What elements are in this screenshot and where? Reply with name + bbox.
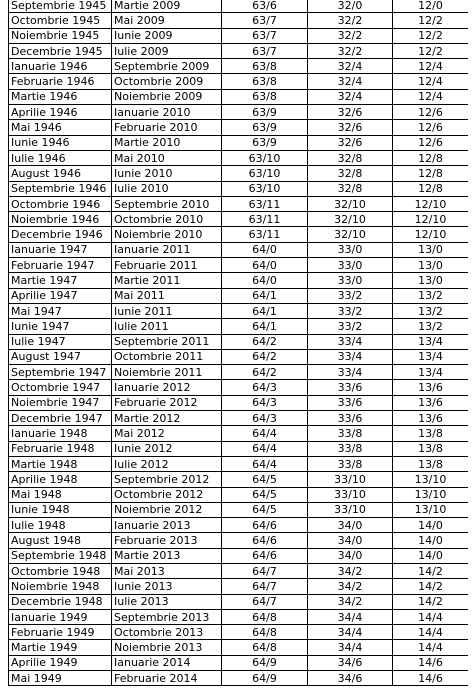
retirement-date-cell: Ianuarie 2013: [112, 518, 222, 533]
retirement-age-cell: 64/1: [222, 319, 308, 334]
retirement-date-cell: Martie 2010: [112, 135, 222, 150]
table-row: [9, 28, 469, 43]
table-row: [9, 349, 469, 364]
retirement-age-cell: 63/9: [222, 135, 308, 150]
table-row: [9, 640, 469, 655]
reduction-cell: 12/8: [393, 166, 469, 181]
contribution-period-cell: 33/2: [308, 319, 393, 334]
birth-date-cell: Septembrie 1947: [9, 365, 112, 380]
birth-date-cell: Ianuarie 1949: [9, 609, 112, 624]
contribution-period-cell: 34/2: [308, 563, 393, 578]
retirement-date-cell: Octombrie 2011: [112, 349, 222, 364]
table-row: [9, 181, 469, 196]
birth-date-cell: Ianuarie 1947: [9, 242, 112, 257]
contribution-period-cell: 32/8: [308, 166, 393, 181]
retirement-age-cell: 64/5: [222, 502, 308, 517]
retirement-age-cell: 63/8: [222, 89, 308, 104]
reduction-cell: 12/4: [393, 74, 469, 89]
contribution-period-cell: 33/0: [308, 273, 393, 288]
retirement-age-cell: 64/8: [222, 640, 308, 655]
retirement-age-cell: 64/5: [222, 487, 308, 502]
table-row: [9, 150, 469, 165]
retirement-date-cell: Februarie 2014: [112, 671, 222, 686]
retirement-date-cell: Septembrie 2012: [112, 472, 222, 487]
birth-date-cell: Martie 1949: [9, 640, 112, 655]
retirement-age-cell: 63/7: [222, 43, 308, 58]
contribution-period-cell: 34/4: [308, 625, 393, 640]
contribution-period-cell: 33/2: [308, 288, 393, 303]
table-row: [9, 487, 469, 502]
retirement-date-cell: Martie 2009: [112, 0, 222, 13]
reduction-cell: 12/6: [393, 135, 469, 150]
table-row: [9, 258, 469, 273]
retirement-age-cell: 63/6: [222, 0, 308, 13]
table-row: [9, 166, 469, 181]
contribution-period-cell: 32/10: [308, 227, 393, 242]
birth-date-cell: Mai 1948: [9, 487, 112, 502]
table-row: [9, 227, 469, 242]
reduction-cell: 12/10: [393, 212, 469, 227]
retirement-date-cell: Iunie 2011: [112, 303, 222, 318]
retirement-age-cell: 64/0: [222, 258, 308, 273]
contribution-period-cell: 34/6: [308, 655, 393, 670]
retirement-age-cell: 64/4: [222, 441, 308, 456]
reduction-cell: 13/2: [393, 288, 469, 303]
birth-date-cell: Martie 1946: [9, 89, 112, 104]
retirement-age-cell: 64/5: [222, 472, 308, 487]
table-row: [9, 212, 469, 227]
retirement-date-cell: Mai 2011: [112, 288, 222, 303]
reduction-cell: 14/2: [393, 563, 469, 578]
birth-date-cell: Februarie 1949: [9, 625, 112, 640]
birth-date-cell: August 1946: [9, 166, 112, 181]
retirement-age-cell: 64/1: [222, 288, 308, 303]
retirement-date-cell: Februarie 2011: [112, 258, 222, 273]
retirement-date-cell: Mai 2009: [112, 13, 222, 28]
birth-date-cell: Iunie 1947: [9, 319, 112, 334]
birth-date-cell: Aprilie 1949: [9, 655, 112, 670]
reduction-cell: 13/4: [393, 334, 469, 349]
retirement-age-cell: 64/6: [222, 518, 308, 533]
contribution-period-cell: 32/2: [308, 13, 393, 28]
reduction-cell: 14/2: [393, 579, 469, 594]
table-row: [9, 655, 469, 670]
table-row: [9, 380, 469, 395]
birth-date-cell: Aprilie 1948: [9, 472, 112, 487]
birth-date-cell: Mai 1946: [9, 120, 112, 135]
table-row: [9, 135, 469, 150]
retirement-date-cell: Noiembrie 2013: [112, 640, 222, 655]
retirement-age-cell: 64/2: [222, 349, 308, 364]
birth-date-cell: Februarie 1948: [9, 441, 112, 456]
table-row: [9, 548, 469, 563]
reduction-cell: 13/0: [393, 258, 469, 273]
contribution-period-cell: 32/8: [308, 181, 393, 196]
contribution-period-cell: 33/10: [308, 472, 393, 487]
contribution-period-cell: 32/4: [308, 59, 393, 74]
reduction-cell: 13/4: [393, 365, 469, 380]
contribution-period-cell: 32/8: [308, 150, 393, 165]
retirement-age-cell: 63/10: [222, 150, 308, 165]
retirement-age-cell: 63/10: [222, 181, 308, 196]
retirement-date-cell: Noiembrie 2010: [112, 227, 222, 242]
reduction-cell: 14/4: [393, 625, 469, 640]
table-row: [9, 303, 469, 318]
retirement-age-cell: 64/7: [222, 579, 308, 594]
retirement-date-cell: Iunie 2013: [112, 579, 222, 594]
retirement-date-cell: Februarie 2010: [112, 120, 222, 135]
table-row: [9, 105, 469, 120]
retirement-date-cell: Mai 2013: [112, 563, 222, 578]
retirement-date-cell: Noiembrie 2012: [112, 502, 222, 517]
table-row: [9, 59, 469, 74]
table-row: [9, 411, 469, 426]
retirement-age-cell: 64/8: [222, 609, 308, 624]
retirement-date-cell: Iunie 2010: [112, 166, 222, 181]
table-row: [9, 319, 469, 334]
retirement-age-cell: 64/1: [222, 303, 308, 318]
reduction-cell: 12/2: [393, 28, 469, 43]
birth-date-cell: Octombrie 1945: [9, 13, 112, 28]
birth-date-cell: Noiembrie 1948: [9, 579, 112, 594]
reduction-cell: 14/6: [393, 655, 469, 670]
table-row: [9, 579, 469, 594]
table-row: [9, 43, 469, 58]
birth-date-cell: Mai 1949: [9, 671, 112, 686]
table-row: [9, 0, 469, 13]
contribution-period-cell: 33/8: [308, 441, 393, 456]
contribution-period-cell: 34/0: [308, 533, 393, 548]
reduction-cell: 13/0: [393, 273, 469, 288]
birth-date-cell: Februarie 1946: [9, 74, 112, 89]
reduction-cell: 13/10: [393, 487, 469, 502]
retirement-date-cell: Noiembrie 2009: [112, 89, 222, 104]
birth-date-cell: Martie 1947: [9, 273, 112, 288]
contribution-period-cell: 34/0: [308, 518, 393, 533]
table-row: [9, 441, 469, 456]
contribution-period-cell: 32/0: [308, 0, 393, 13]
table-row: [9, 671, 469, 686]
retirement-age-cell: 63/11: [222, 227, 308, 242]
contribution-period-cell: 32/2: [308, 43, 393, 58]
retirement-date-cell: Septembrie 2010: [112, 196, 222, 211]
retirement-date-cell: Iulie 2012: [112, 456, 222, 471]
retirement-age-cell: 64/6: [222, 548, 308, 563]
table-row: [9, 13, 469, 28]
retirement-age-cell: 64/2: [222, 365, 308, 380]
contribution-period-cell: 33/6: [308, 380, 393, 395]
contribution-period-cell: 32/2: [308, 28, 393, 43]
retirement-date-cell: Martie 2013: [112, 548, 222, 563]
retirement-date-cell: Octombrie 2012: [112, 487, 222, 502]
table-row: [9, 609, 469, 624]
contribution-period-cell: 33/2: [308, 303, 393, 318]
retirement-date-cell: Ianuarie 2011: [112, 242, 222, 257]
table-row: [9, 334, 469, 349]
birth-date-cell: Iunie 1946: [9, 135, 112, 150]
reduction-cell: 13/2: [393, 319, 469, 334]
reduction-cell: 12/8: [393, 181, 469, 196]
retirement-age-cell: 64/3: [222, 395, 308, 410]
birth-date-cell: Decembrie 1947: [9, 411, 112, 426]
reduction-cell: 12/2: [393, 43, 469, 58]
contribution-period-cell: 33/10: [308, 487, 393, 502]
reduction-cell: 14/0: [393, 548, 469, 563]
birth-date-cell: Aprilie 1946: [9, 105, 112, 120]
birth-date-cell: Decembrie 1948: [9, 594, 112, 609]
retirement-age-cell: 64/6: [222, 533, 308, 548]
retirement-date-cell: Iulie 2009: [112, 43, 222, 58]
reduction-cell: 13/0: [393, 242, 469, 257]
table-row: [9, 273, 469, 288]
retirement-date-cell: Ianuarie 2014: [112, 655, 222, 670]
contribution-period-cell: 33/8: [308, 456, 393, 471]
retirement-age-cell: 63/11: [222, 196, 308, 211]
retirement-age-cell: 63/10: [222, 166, 308, 181]
contribution-period-cell: 32/6: [308, 105, 393, 120]
retirement-date-cell: Mai 2010: [112, 150, 222, 165]
retirement-date-cell: Octombrie 2009: [112, 74, 222, 89]
retirement-date-cell: Ianuarie 2010: [112, 105, 222, 120]
birth-date-cell: Octombrie 1948: [9, 563, 112, 578]
table-row: [9, 242, 469, 257]
table-row: [9, 472, 469, 487]
retirement-date-cell: Februarie 2013: [112, 533, 222, 548]
contribution-period-cell: 33/8: [308, 426, 393, 441]
birth-date-cell: Iulie 1948: [9, 518, 112, 533]
retirement-age-cell: 64/3: [222, 411, 308, 426]
reduction-cell: 12/10: [393, 196, 469, 211]
reduction-cell: 13/8: [393, 456, 469, 471]
reduction-cell: 14/6: [393, 671, 469, 686]
table-body: [9, 0, 469, 686]
birth-date-cell: August 1948: [9, 533, 112, 548]
contribution-period-cell: 33/4: [308, 334, 393, 349]
retirement-age-cell: 64/4: [222, 426, 308, 441]
retirement-date-cell: Martie 2011: [112, 273, 222, 288]
retirement-age-cell: 63/7: [222, 28, 308, 43]
birth-date-cell: Martie 1948: [9, 456, 112, 471]
retirement-date-cell: Noiembrie 2011: [112, 365, 222, 380]
birth-date-cell: Decembrie 1946: [9, 227, 112, 242]
reduction-cell: 12/8: [393, 150, 469, 165]
contribution-period-cell: 33/10: [308, 502, 393, 517]
contribution-period-cell: 32/6: [308, 120, 393, 135]
contribution-period-cell: 32/4: [308, 89, 393, 104]
contribution-period-cell: 33/6: [308, 395, 393, 410]
table-row: [9, 196, 469, 211]
table-row: [9, 426, 469, 441]
reduction-cell: 13/10: [393, 502, 469, 517]
reduction-cell: 14/0: [393, 533, 469, 548]
retirement-date-cell: Mai 2012: [112, 426, 222, 441]
retirement-age-cell: 64/4: [222, 456, 308, 471]
reduction-cell: 13/6: [393, 380, 469, 395]
reduction-cell: 12/4: [393, 89, 469, 104]
contribution-period-cell: 33/0: [308, 258, 393, 273]
birth-date-cell: Februarie 1947: [9, 258, 112, 273]
birth-date-cell: Iulie 1947: [9, 334, 112, 349]
reduction-cell: 13/2: [393, 303, 469, 318]
contribution-period-cell: 33/4: [308, 365, 393, 380]
reduction-cell: 14/2: [393, 594, 469, 609]
contribution-period-cell: 34/6: [308, 671, 393, 686]
reduction-cell: 13/6: [393, 395, 469, 410]
retirement-date-cell: Octombrie 2010: [112, 212, 222, 227]
retirement-age-cell: 63/8: [222, 59, 308, 74]
birth-date-cell: Ianuarie 1948: [9, 426, 112, 441]
reduction-cell: 13/10: [393, 472, 469, 487]
birth-date-cell: Octombrie 1947: [9, 380, 112, 395]
reduction-cell: 12/0: [393, 0, 469, 13]
retirement-date-cell: Ianuarie 2012: [112, 380, 222, 395]
pension-age-table: [8, 0, 468, 686]
birth-date-cell: Ianuarie 1946: [9, 59, 112, 74]
retirement-date-cell: Februarie 2012: [112, 395, 222, 410]
birth-date-cell: Septembrie 1946: [9, 181, 112, 196]
contribution-period-cell: 34/4: [308, 640, 393, 655]
table-row: [9, 120, 469, 135]
table-row: [9, 456, 469, 471]
birth-date-cell: Septembrie 1948: [9, 548, 112, 563]
contribution-period-cell: 32/10: [308, 212, 393, 227]
table-row: [9, 563, 469, 578]
retirement-age-cell: 64/7: [222, 563, 308, 578]
contribution-period-cell: 33/0: [308, 242, 393, 257]
table-row: [9, 533, 469, 548]
retirement-date-cell: Martie 2012: [112, 411, 222, 426]
reduction-cell: 12/6: [393, 120, 469, 135]
birth-date-cell: Mai 1947: [9, 303, 112, 318]
retirement-age-cell: 64/0: [222, 242, 308, 257]
retirement-age-cell: 64/0: [222, 273, 308, 288]
table-row: [9, 518, 469, 533]
birth-date-cell: Iunie 1948: [9, 502, 112, 517]
retirement-age-cell: 64/2: [222, 334, 308, 349]
table-row: [9, 502, 469, 517]
birth-date-cell: Noiembrie 1947: [9, 395, 112, 410]
retirement-date-cell: Octombrie 2013: [112, 625, 222, 640]
contribution-period-cell: 34/2: [308, 579, 393, 594]
retirement-age-cell: 63/7: [222, 13, 308, 28]
reduction-cell: 13/6: [393, 411, 469, 426]
contribution-period-cell: 34/4: [308, 609, 393, 624]
retirement-age-cell: 64/8: [222, 625, 308, 640]
table-row: [9, 594, 469, 609]
contribution-period-cell: 32/10: [308, 196, 393, 211]
retirement-date-cell: Iunie 2012: [112, 441, 222, 456]
retirement-age-cell: 63/9: [222, 105, 308, 120]
birth-date-cell: Noiembrie 1946: [9, 212, 112, 227]
reduction-cell: 14/0: [393, 518, 469, 533]
contribution-period-cell: 34/0: [308, 548, 393, 563]
birth-date-cell: August 1947: [9, 349, 112, 364]
contribution-period-cell: 32/4: [308, 74, 393, 89]
retirement-age-cell: 63/8: [222, 74, 308, 89]
table-row: [9, 395, 469, 410]
table-row: [9, 89, 469, 104]
retirement-date-cell: Iulie 2013: [112, 594, 222, 609]
retirement-date-cell: Septembrie 2009: [112, 59, 222, 74]
birth-date-cell: Decembrie 1945: [9, 43, 112, 58]
retirement-age-cell: 64/7: [222, 594, 308, 609]
reduction-cell: 12/4: [393, 59, 469, 74]
table-row: [9, 288, 469, 303]
birth-date-cell: Septembrie 1945: [9, 0, 112, 13]
contribution-period-cell: 34/2: [308, 594, 393, 609]
reduction-cell: 12/6: [393, 105, 469, 120]
table-row: [9, 74, 469, 89]
reduction-cell: 13/8: [393, 426, 469, 441]
retirement-date-cell: Iulie 2010: [112, 181, 222, 196]
contribution-period-cell: 33/4: [308, 349, 393, 364]
reduction-cell: 13/4: [393, 349, 469, 364]
retirement-date-cell: Iunie 2009: [112, 28, 222, 43]
retirement-age-cell: 63/9: [222, 120, 308, 135]
table-row: [9, 625, 469, 640]
contribution-period-cell: 32/6: [308, 135, 393, 150]
birth-date-cell: Aprilie 1947: [9, 288, 112, 303]
reduction-cell: 13/8: [393, 441, 469, 456]
reduction-cell: 12/2: [393, 13, 469, 28]
reduction-cell: 14/4: [393, 640, 469, 655]
retirement-age-cell: 64/9: [222, 655, 308, 670]
pension-table-page: [8, 0, 468, 700]
birth-date-cell: Noiembrie 1945: [9, 28, 112, 43]
retirement-date-cell: Septembrie 2013: [112, 609, 222, 624]
reduction-cell: 14/4: [393, 609, 469, 624]
retirement-age-cell: 64/3: [222, 380, 308, 395]
birth-date-cell: Iulie 1946: [9, 150, 112, 165]
retirement-date-cell: Iulie 2011: [112, 319, 222, 334]
retirement-age-cell: 63/11: [222, 212, 308, 227]
table-row: [9, 365, 469, 380]
birth-date-cell: Octombrie 1946: [9, 196, 112, 211]
retirement-age-cell: 64/9: [222, 671, 308, 686]
contribution-period-cell: 33/6: [308, 411, 393, 426]
retirement-date-cell: Septembrie 2011: [112, 334, 222, 349]
reduction-cell: 12/10: [393, 227, 469, 242]
